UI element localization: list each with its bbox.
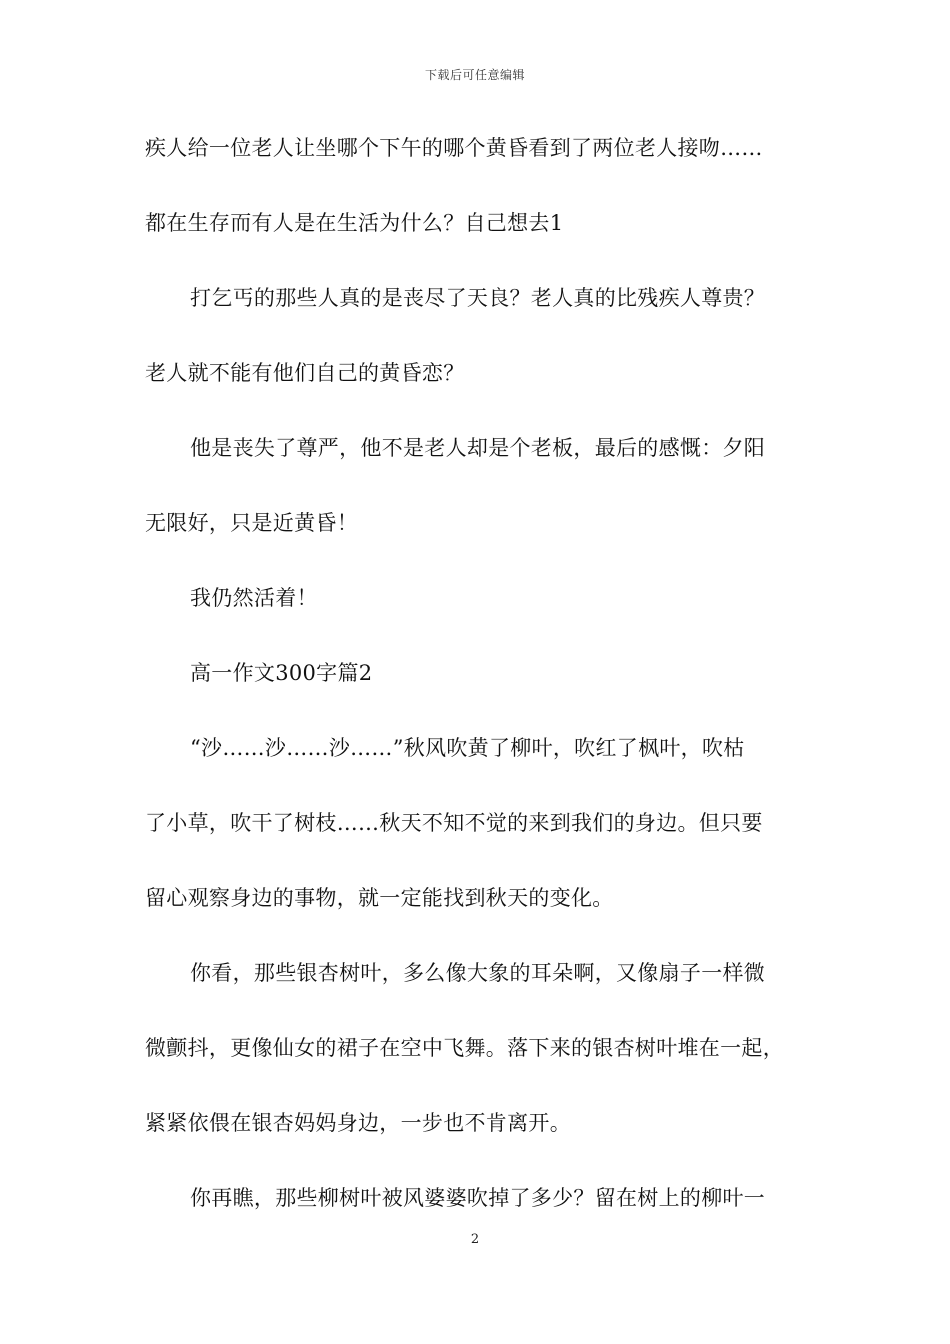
text-line: 都在生存而有人是在生活为什么？自己想去1 bbox=[145, 211, 564, 235]
paragraph-start: 你看，那些银杏树叶，多么像大象的耳朵啊，又像扇子一样微 bbox=[190, 961, 766, 985]
text-line: 紧紧依偎在银杏妈妈身边，一步也不肯离开。 bbox=[145, 1111, 571, 1135]
text-line: 微颤抖，更像仙女的裙子在空中飞舞。落下来的银杏树叶堆在一起， bbox=[145, 1036, 784, 1060]
paragraph-start: 他是丧失了尊严，他不是老人却是个老板，最后的感慨：夕阳 bbox=[190, 436, 766, 460]
text-line: 留心观察身边的事物，就一定能找到秋天的变化。 bbox=[145, 886, 614, 910]
page-number: 2 bbox=[470, 1232, 480, 1247]
text-line: 疾人给一位老人让坐哪个下午的哪个黄昏看到了两位老人接吻…… bbox=[145, 136, 763, 160]
text-line: 无限好，只是近黄昏！ bbox=[145, 511, 358, 535]
paragraph-start: “沙……沙……沙……”秋风吹黄了柳叶，吹红了枫叶，吹枯 bbox=[190, 736, 745, 760]
document-body bbox=[145, 128, 810, 1253]
text-line: 了小草，吹干了树枝……秋天不知不觉的来到我们的身边。但只要 bbox=[145, 811, 763, 835]
paragraph-start: 我仍然活着！ bbox=[190, 586, 318, 610]
page-header: 下载后可任意编辑 bbox=[424, 68, 525, 82]
paragraph-start: 你再瞧，那些柳树叶被风婆婆吹掉了多少？留在树上的柳叶一 bbox=[190, 1186, 766, 1210]
section-heading: 高一作文300字篇2 bbox=[190, 661, 373, 685]
text-line: 老人就不能有他们自己的黄昏恋？ bbox=[145, 361, 465, 385]
paragraph-start: 打乞丐的那些人真的是丧尽了天良？老人真的比残疾人尊贵？ bbox=[190, 286, 766, 310]
